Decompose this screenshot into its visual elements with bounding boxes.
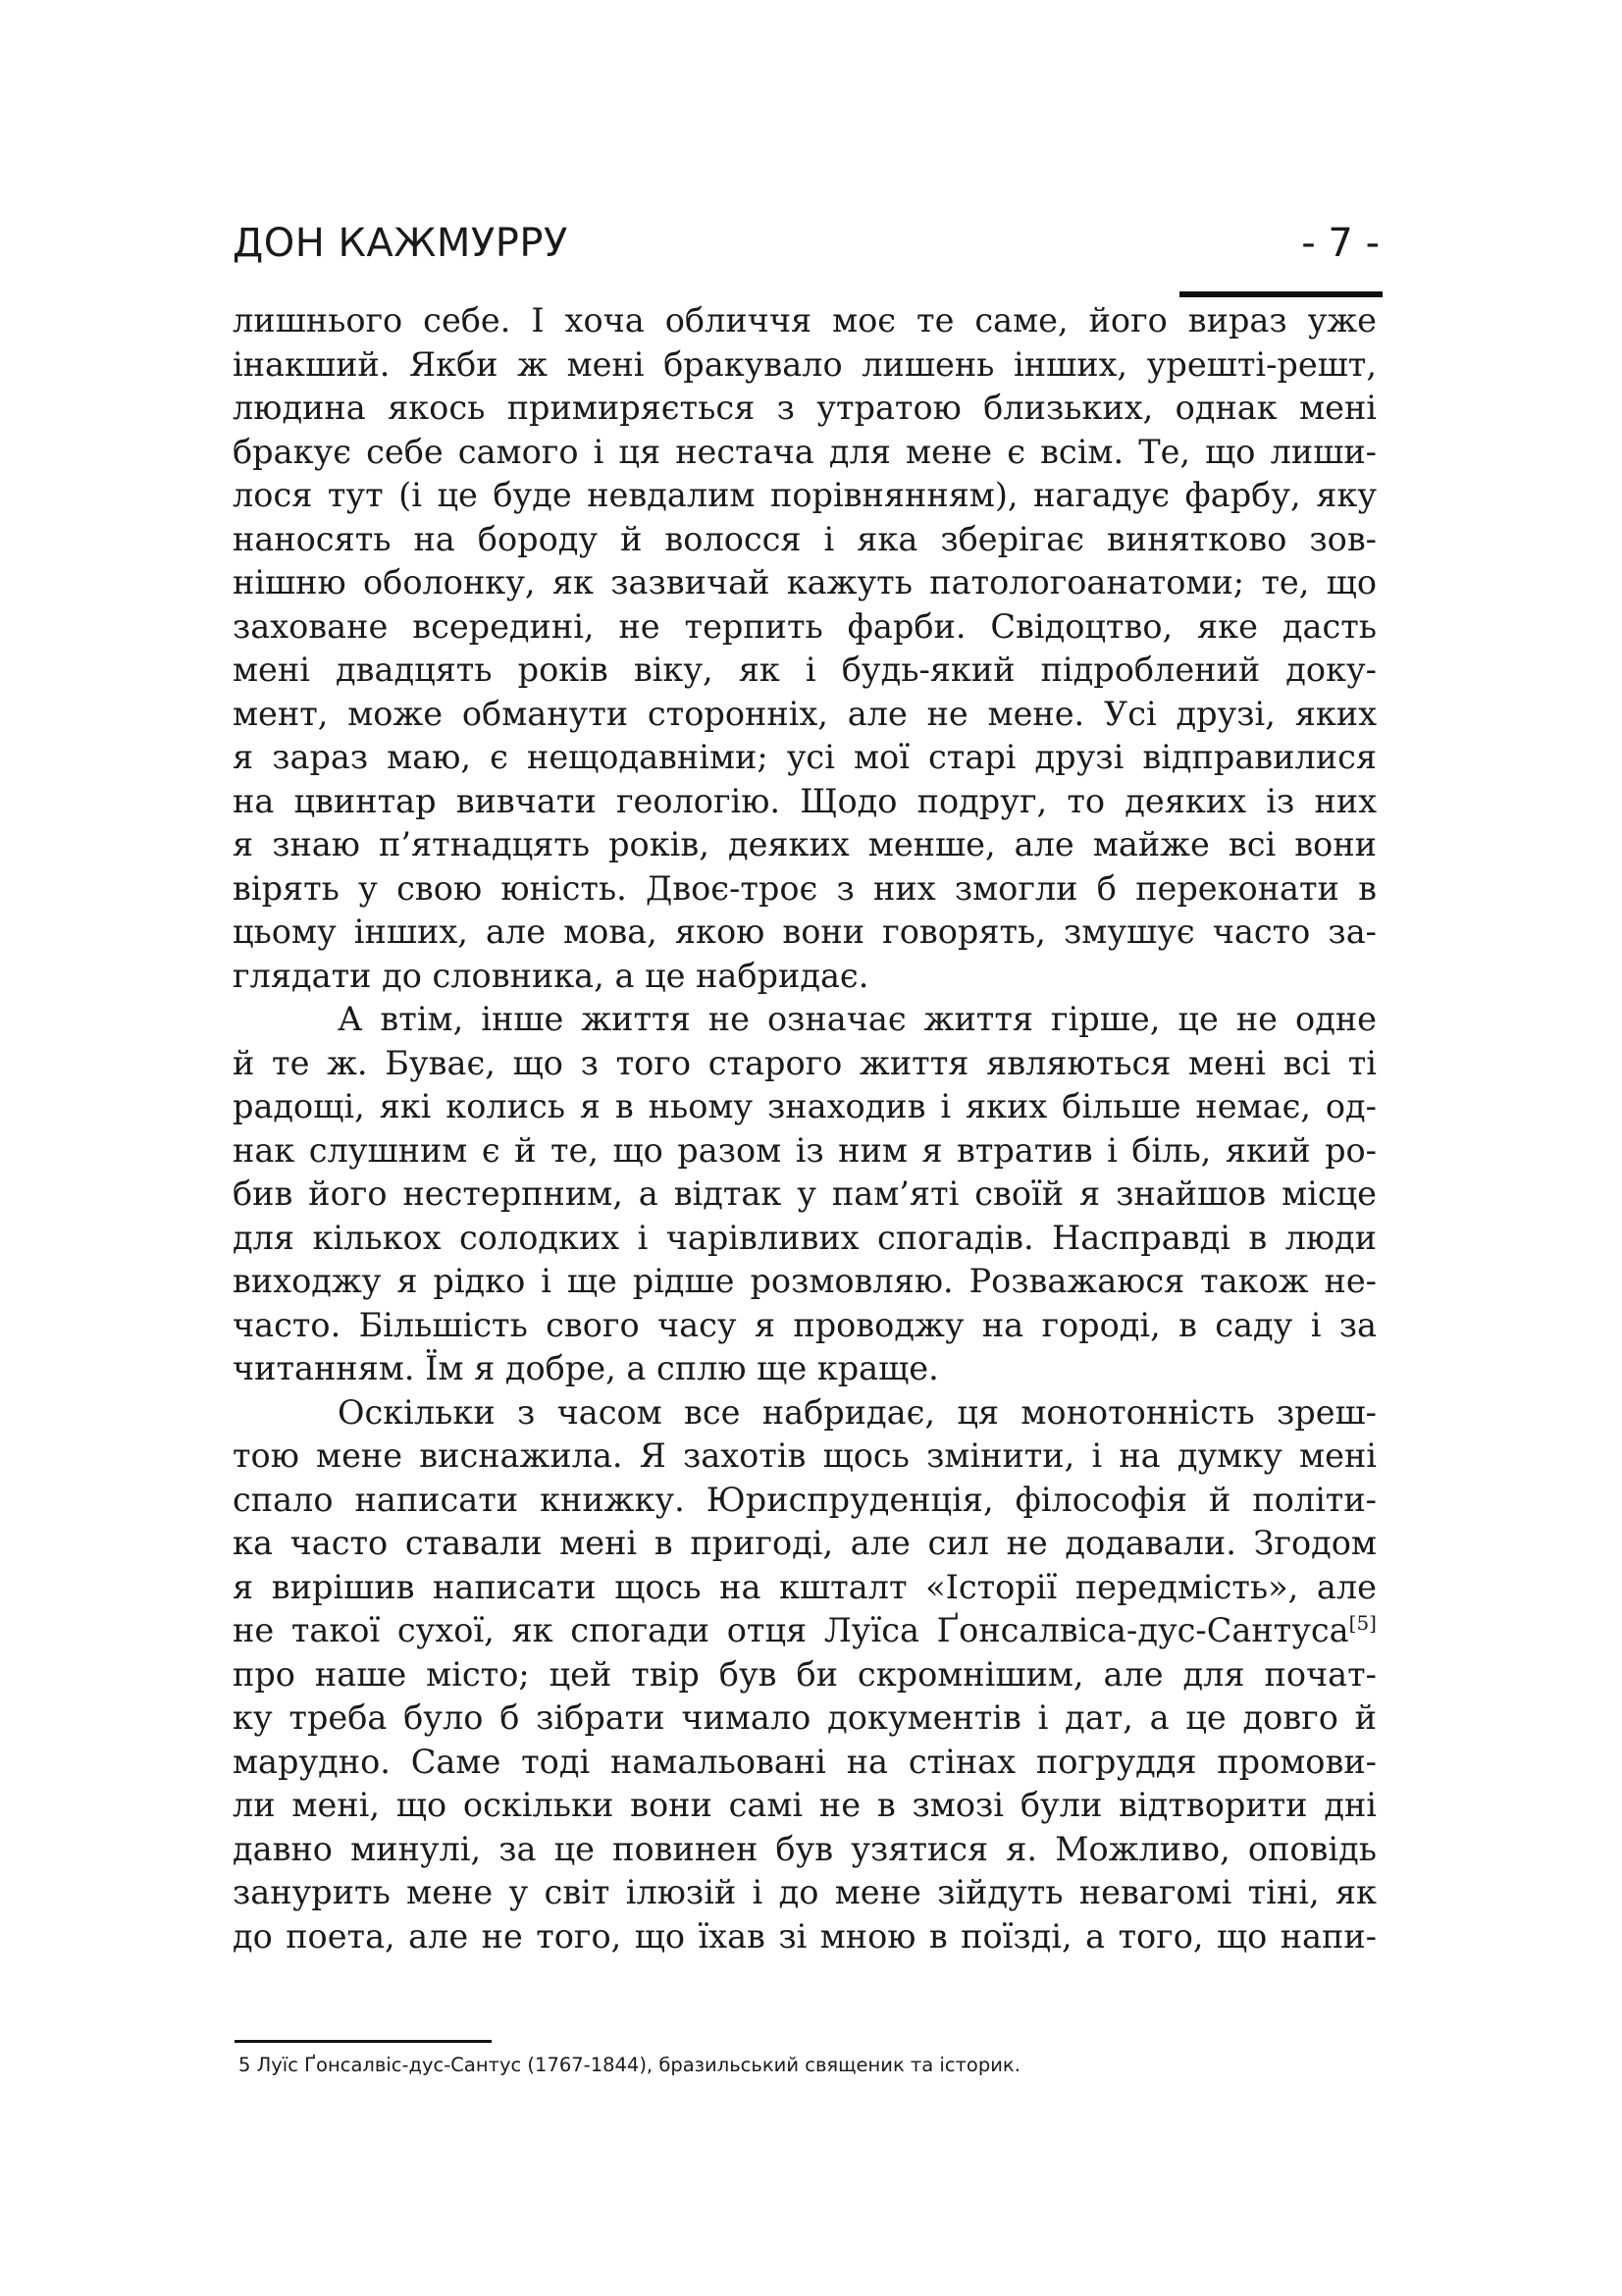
text-line: нак слушним є й те, що разом із ним я втратив і біль, який ро- — [233, 1130, 1377, 1170]
footnote-rule — [235, 2040, 492, 2043]
text-line: людина якось примиряється з утратою близьких, однак мені — [233, 389, 1377, 427]
text-line: мені двадцять років віку, як і будь-який підроблений доку- — [233, 651, 1377, 689]
text-line: цьому інших, але мова, якою вони говорять, змушує часто за- — [233, 913, 1377, 951]
paragraph-2 — [233, 998, 1377, 1391]
paragraph-3 — [233, 1391, 1377, 1959]
text-line: до поета, але не того, що їхав зі мною в поїзді, а того, що напи- — [233, 1916, 1377, 1956]
text-line: мент, може обманути сторонніх, але не мене. Усі друзі, яких — [233, 694, 1377, 733]
text-line: Оскільки з часом все набридає, ця монотонність зреш- — [338, 1392, 1377, 1432]
text-line: про наше місто; цей твір був би скромнішим, але для почат- — [233, 1654, 1377, 1694]
text-line: давно минулі, за це повинен був узятися я. Можливо, оповідь — [233, 1829, 1377, 1868]
text-line: спало написати книжку. Юриспруденція, філософія й політи- — [233, 1480, 1377, 1519]
text-line: часто. Більшість свого часу я проводжу на городі, в саду і за — [233, 1305, 1377, 1344]
footnote-reference[interactable]: [5] — [1348, 1610, 1377, 1635]
text-line: глядати до словника, а це набридає. — [233, 956, 869, 995]
text-line: на цвинтар вивчати геологію. Щодо подруг, то деяких із них — [233, 781, 1377, 820]
text-line: тою мене виснажила. Я захотів щось змінити, і на думку мені — [233, 1436, 1377, 1475]
text-line: А втім, інше життя не означає життя гірше, це не одне — [338, 1000, 1377, 1038]
text-line: не такої сухої, як спогади отця Луїса Ґонсалвіса-дус-Сантуса — [233, 1611, 1349, 1649]
text-line: я зараз маю, є нещодавніми; усі мої старі друзі відправилися — [233, 738, 1377, 776]
text-line: для кількох солодких і чарівливих спогадів. Насправді в люди — [233, 1218, 1377, 1257]
text-line: заховане всередині, не терпить фарби. Свідоцтво, яке дасть — [233, 606, 1377, 646]
text-line: занурить мене у світ ілюзій і до мене зійдуть невагомі тіні, як — [233, 1873, 1377, 1911]
header-rule — [1179, 291, 1383, 297]
running-title: ДОН КАЖМУРРУ — [233, 221, 568, 266]
footnote: 5 Луїс Ґонсалвіс-дус-Сантус (1767-1844), бразильський священик та історик. — [238, 2054, 1020, 2076]
text-line: й те ж. Буває, що з того старого життя являються мені всі ті — [233, 1043, 1377, 1082]
text-line: бракує себе самого і ця нестача для мене є всім. Те, що лиши- — [233, 432, 1377, 471]
text-line: ку треба було б зібрати чимало документів і дат, а це довго й — [233, 1698, 1377, 1737]
text-line: ка часто ставали мені в пригоді, але сил не додавали. Згодом — [233, 1524, 1377, 1562]
text-line: нішню оболонку, як зазвичай кажуть патологоанатоми; те, що — [233, 563, 1377, 601]
text-line: лося тут (і це буде невдалим порівнянням), нагадує фарбу, яку — [233, 476, 1377, 514]
body-text — [233, 299, 1377, 1958]
text-line: я вирішив написати щось на кшталт «Історії передмість», але — [233, 1567, 1377, 1606]
text-line: ли мені, що оскільки вони самі не в змозі були відтворити дні — [233, 1786, 1377, 1824]
page-number: - 7 - — [1301, 221, 1380, 266]
text-line-with-footnote — [233, 1609, 1377, 1653]
text-line: читанням. Їм я добре, а сплю ще краще. — [233, 1349, 939, 1387]
text-line: лишнього себе. І хоча обличчя моє те саме, його вираз уже — [233, 301, 1377, 339]
text-line: марудно. Саме тоді намальовані на стінах погруддя промови- — [233, 1742, 1377, 1781]
text-line: виходжу я рідко і ще рідше розмовляю. Розважаюся також не- — [233, 1262, 1377, 1300]
text-line: інакший. Якби ж мені бракувало лишень інших, урешті-решт, — [233, 344, 1377, 384]
paragraph-1 — [233, 299, 1377, 998]
text-line: радощі, які колись я в ньому знаходив і яких більше немає, од- — [233, 1087, 1377, 1125]
text-line: вірять у свою юність. Двоє-троє з них змогли б переконати в — [233, 868, 1377, 908]
text-line: я знаю п’ятнадцять років, деяких менше, але майже всі вони — [233, 825, 1377, 863]
text-line: бив його нестерпним, а відтак у пам’яті своїй я знайшов місце — [233, 1174, 1377, 1213]
text-line: наносять на бороду й волосся і яка зберігає винятково зов- — [233, 519, 1377, 558]
